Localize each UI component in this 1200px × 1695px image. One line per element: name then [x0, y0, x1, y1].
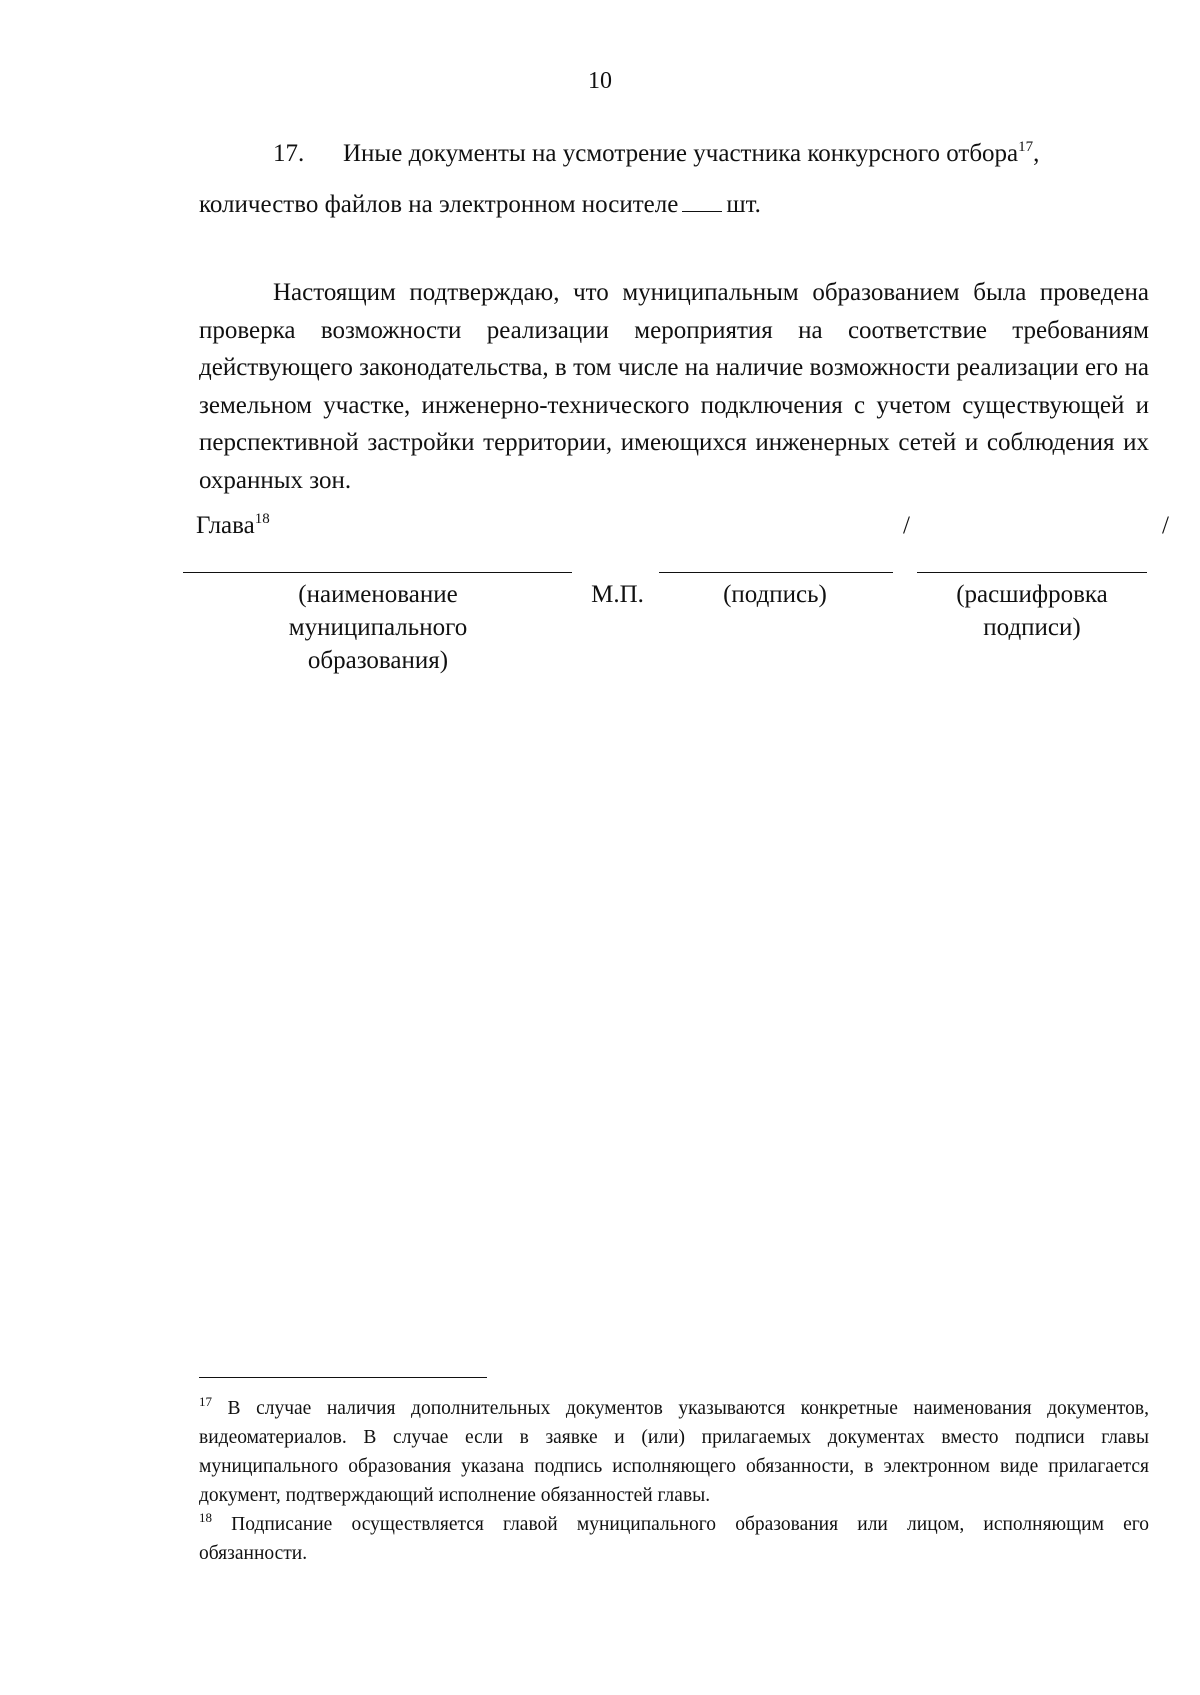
municipality-caption: (наименование муниципального образования)	[288, 581, 468, 674]
item-comma: ,	[1033, 140, 1040, 167]
footnote-ref-17: 17	[1018, 139, 1034, 155]
head-label	[196, 511, 270, 541]
decoding-caption: (расшифровка подписи)	[956, 581, 1108, 641]
signature-caption: (подпись)	[723, 581, 827, 608]
item-17	[199, 128, 1149, 230]
slash-separator: /	[1162, 512, 1169, 539]
signature-line	[659, 572, 893, 573]
head-label-text: Глава	[196, 512, 255, 539]
seal-caption: М.П.	[591, 581, 644, 608]
footnote-number: 18	[199, 1510, 212, 1525]
footnote-18	[199, 1510, 1149, 1568]
decoding-line	[917, 572, 1147, 573]
footnote-17	[199, 1394, 1149, 1510]
slash-separator: /	[903, 512, 910, 539]
file-count-unit: шт.	[726, 191, 761, 218]
page-number: 10	[588, 68, 612, 94]
footnote-text: Подписание осуществляется главой муниципального образования или лицом, исполняющим его обязанности.	[199, 1514, 1149, 1564]
footnote-ref-18: 18	[254, 511, 270, 527]
footnote-number: 17	[199, 1394, 212, 1409]
file-count-label: количество файлов на электронном носителе	[199, 191, 679, 218]
item-text: Иные документы на усмотрение участника конкурсного отбора	[343, 140, 1019, 167]
file-count-blank	[682, 191, 722, 212]
confirmation-paragraph: Настоящим подтверждаю, что муниципальным образованием была проведена проверка возможности реализации мероприятия на соответствие требованиям действующего законодательства, в том числе на наличие возможности реализации его на земельном участке, инженерно-технического подключения с учетом существующей и перспективной застройки территории, имеющихся инженерных сетей и соблюдения их охранных зон.	[199, 279, 1149, 494]
item-number: 17.	[273, 140, 305, 167]
footnotes	[199, 1394, 1149, 1568]
footnote-separator	[199, 1377, 487, 1378]
municipality-line	[183, 572, 572, 573]
footnote-text: В случае наличия дополнительных документов указываются конкретные наименования документов, видеоматериалов. В случае если в заявке и (или) прилагаемых документах вместо подписи главы муниципального образования указана подпись исполняющего обязанности, в электронном виде прилагается документ, подтверждающий исполнение обязанностей главы.	[199, 1398, 1150, 1506]
